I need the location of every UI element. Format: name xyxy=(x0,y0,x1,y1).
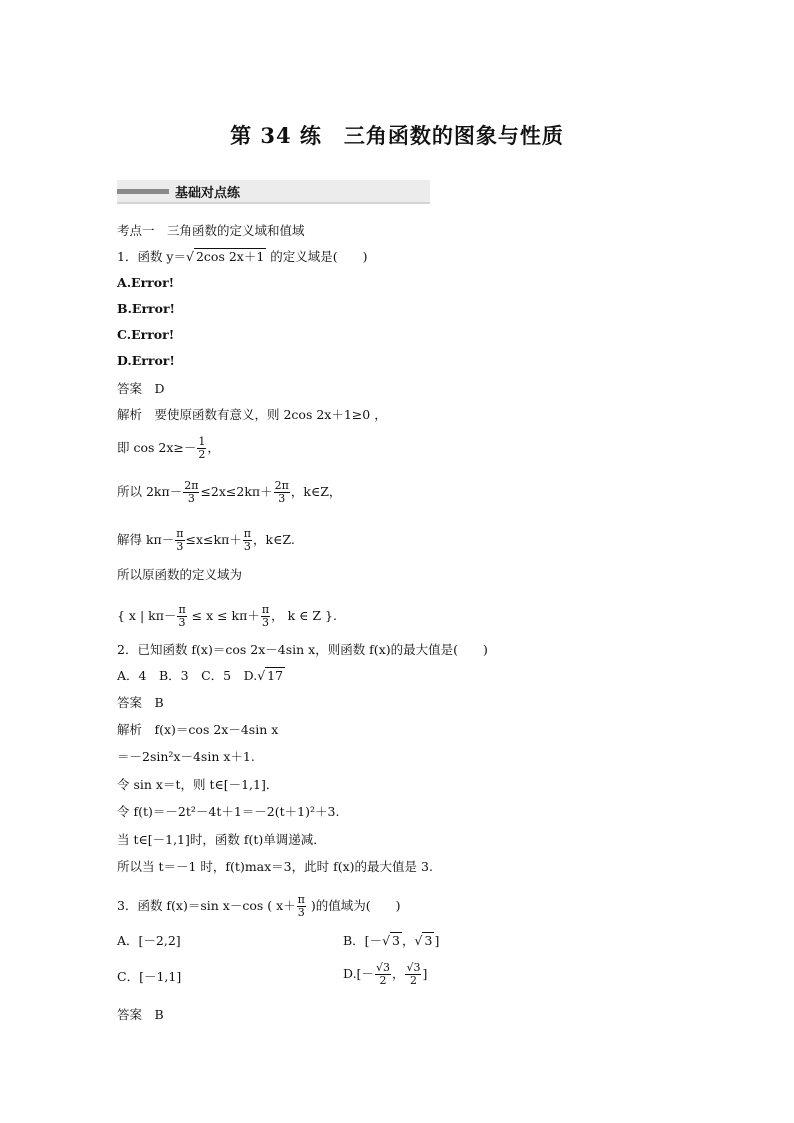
fraction xyxy=(175,528,184,553)
text-span: ， k ∈ Z }. xyxy=(271,608,337,623)
text-span: 所以 2kπ－ xyxy=(117,484,183,499)
q1-option-d: D.Error! xyxy=(117,353,175,368)
question-1-stem xyxy=(117,248,368,266)
q1-option-c: C.Error! xyxy=(117,327,175,342)
text-span: 3．函数 f(x)＝sin x－cos ( x＋ xyxy=(117,898,296,913)
denominator: 3 xyxy=(187,492,195,505)
numerator: 1 xyxy=(198,435,206,448)
numerator: √3 xyxy=(375,961,390,974)
q2-solution-line: 令 sin x＝t，则 t∈[－1,1]． xyxy=(117,777,279,792)
radicand: 3 xyxy=(424,933,433,948)
page-title: 第 34 练 三角函数的图象与性质 xyxy=(230,123,564,148)
denominator: 3 xyxy=(261,616,269,629)
denominator: 3 xyxy=(278,492,286,505)
fraction xyxy=(261,604,270,629)
q2-radicand: 17 xyxy=(267,668,284,683)
q2-solution-line: 令 f(t)＝－2t²－4t＋1＝－2(t＋1)²＋3. xyxy=(117,804,340,819)
numerator: π xyxy=(178,603,186,616)
text-span: )的值域为( ) xyxy=(306,898,401,913)
text-span: 解得 kπ－ xyxy=(117,532,175,547)
section-title: 基础对点练 xyxy=(175,186,241,201)
denominator: 2 xyxy=(198,448,206,461)
numerator: π xyxy=(176,527,184,540)
banner-bar xyxy=(117,189,169,194)
radical-sign: √ xyxy=(257,668,266,683)
radicand: 3 xyxy=(392,933,400,948)
q2-solution-line: 解析 f(x)＝cos 2x－4sin x xyxy=(117,722,279,737)
text-span: D.[－ xyxy=(343,966,374,981)
q1-option-b: B.Error! xyxy=(117,301,176,316)
q1-solution-line xyxy=(117,436,220,461)
text-span: ] xyxy=(434,933,440,948)
q1-radicand: 2cos 2x＋1 xyxy=(195,249,265,264)
numerator: π xyxy=(243,527,252,540)
q2-solution-line: ＝－2sin²x－4sin x＋1. xyxy=(117,749,255,764)
text-span: ≤ x ≤ kπ＋ xyxy=(187,608,260,623)
fraction xyxy=(197,436,206,461)
q3-answer: 答案 B xyxy=(117,1007,164,1022)
numerator: π xyxy=(297,893,305,906)
numerator: 2π xyxy=(274,479,289,492)
fraction xyxy=(405,962,421,987)
fraction xyxy=(274,480,290,505)
text-span: ， xyxy=(391,966,405,981)
q1-stem-part: 1．函数 y＝ xyxy=(117,249,186,264)
q1-solution-line: 解析 要使原函数有意义，则 2cos 2x＋1≥0 ， xyxy=(117,407,387,422)
q3-option-b xyxy=(343,932,439,950)
q1-domain-set xyxy=(117,604,337,629)
denominator: 3 xyxy=(243,540,251,553)
q2-solution-line: 所以当 t＝－1 时，f(t)max＝3，此时 f(x)的最大值是 3. xyxy=(117,859,433,874)
denominator: 3 xyxy=(176,540,184,553)
q3-option-a: A．[－2,2] xyxy=(117,933,181,948)
numerator: √3 xyxy=(406,961,421,974)
fraction xyxy=(243,528,252,553)
q3-option-c: C．[－1,1] xyxy=(117,969,182,984)
fraction xyxy=(375,962,391,987)
text-span: ， xyxy=(207,440,220,455)
q2-answer: 答案 B xyxy=(117,695,164,710)
denominator: 2 xyxy=(409,974,417,987)
text-span: ≤x≤kπ＋ xyxy=(185,532,242,547)
numerator: π xyxy=(261,603,270,616)
text-span: B．[－ xyxy=(343,933,383,948)
fraction xyxy=(183,480,199,505)
q1-solution-line xyxy=(117,528,295,553)
denominator: 2 xyxy=(379,974,387,987)
q2-solution-line: 当 t∈[－1,1]时，函数 f(t)单调递减． xyxy=(117,832,326,847)
text-span: A．4 B．3 C．5 D. xyxy=(117,668,258,683)
q2-options xyxy=(117,667,285,685)
text-span: ， xyxy=(402,933,415,948)
question-3-stem xyxy=(117,894,401,919)
denominator: 3 xyxy=(178,616,186,629)
section-banner xyxy=(117,180,430,204)
text-span: ≤2x≤2kπ＋ xyxy=(200,484,273,499)
radical-sign: √ xyxy=(382,933,391,948)
text-span: 即 cos 2x≥－ xyxy=(117,440,197,455)
text-span: ，k∈Z， xyxy=(290,484,342,499)
numerator: 2π xyxy=(184,479,199,492)
text-span: ] xyxy=(422,966,428,981)
fraction xyxy=(177,604,186,629)
fraction xyxy=(297,894,306,919)
q3-option-d xyxy=(343,962,427,987)
q1-stem-part: 的定义域是( ) xyxy=(266,249,368,264)
q1-solution-line: 所以原函数的定义域为 xyxy=(117,567,243,582)
question-2-stem: 2．已知函数 f(x)＝cos 2x－4sin x，则函数 f(x)的最大值是( ) xyxy=(117,642,488,657)
radical-sign: √ xyxy=(186,249,194,264)
topic-heading: 考点一 三角函数的定义域和值域 xyxy=(117,223,305,238)
text-span: { x | kπ－ xyxy=(117,608,177,623)
denominator: 3 xyxy=(297,906,305,919)
radical-sign: √ xyxy=(414,933,423,948)
q1-answer: 答案 D xyxy=(117,381,165,396)
text-span: ，k∈Z. xyxy=(253,532,295,547)
q1-option-a: A.Error! xyxy=(117,275,175,290)
q1-solution-line xyxy=(117,480,341,505)
